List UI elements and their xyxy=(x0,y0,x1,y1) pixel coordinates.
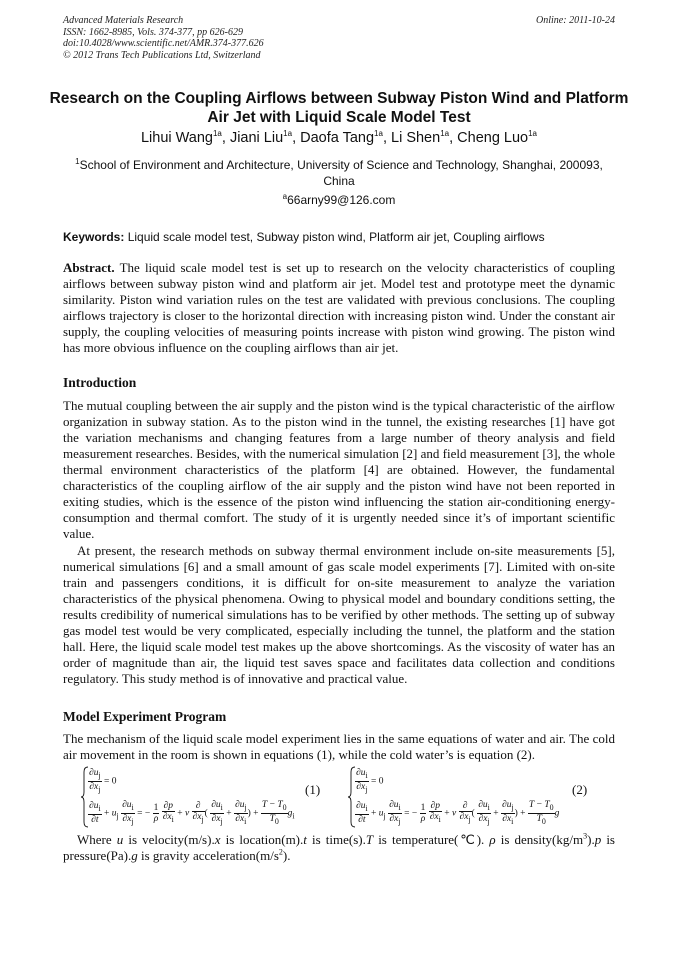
equation-2-number: (2) xyxy=(572,782,588,797)
model-heading: Model Experiment Program xyxy=(63,709,227,724)
author-name: Daofa Tang xyxy=(300,130,375,146)
introduction-paragraph-1: The mutual coupling between the air supply and the piston wind is the typical characteristic of the airflow organization in subway station. As to the piston wind in the tunnel, the existing researches [1] have got the variation mechanisms and changing features from a large number of theory analysis and field measurement researches. Besides, with the numerical simulation [2] and field measurement [3], the whole thermal environment characteristics of the platform [4] are obtained. However, the fundamental characteristics of the coupling airflow of the air supply and the piston wind have not been reported in exiting studies, which is the essence of the piston wind influencing the station air-conditioning energy-consumption and thermal comfort. The study of it is urgently needed since it’s of important scientific value. xyxy=(63,398,615,541)
copyright-line: © 2012 Trans Tech Publications Ltd, Switzerland xyxy=(63,49,261,61)
equation-2-continuity: $\frac{\partial u_i}{\partial x_j}$ = 0 xyxy=(356,768,384,794)
journal-header xyxy=(63,15,615,61)
where-text: is temperature(℃). xyxy=(373,832,490,847)
affiliation-text: School of Environment and Architecture, University of Science and Technology, Shanghai, 200093, China xyxy=(79,158,603,188)
online-date: Online: 2011-10-24 xyxy=(536,15,615,26)
author-affil-mark: 1a xyxy=(440,129,450,139)
variable-definitions xyxy=(63,832,615,864)
symbol-g: g xyxy=(131,848,138,863)
author-name: Lihui Wang xyxy=(140,130,213,146)
keywords-text: Liquid scale model test, Subway piston wind, Platform air jet, Coupling airflows xyxy=(127,230,545,244)
where-text: is location(m). xyxy=(220,832,304,847)
introduction-heading: Introduction xyxy=(63,375,137,390)
author-email xyxy=(63,193,615,207)
equation-2-momentum: $\frac{\partial u_i}{\partial t}$ + $u_j$ $\frac{\partial u_i}{\partial x_j}$ = − $\frac{1}{\rho}$ $\frac{\partial p}{\partial x_i}$ + ν $\frac{\partial}{\partial x_j}$ ( $\frac{\partial u_i}{\partial x_j}$ + $\frac{\partial u_j}{\partial x_i}$ ) + $\frac{T - T_0}{T_0}$ g xyxy=(356,800,560,826)
superscript: 2 xyxy=(278,847,283,857)
symbol-u: u xyxy=(116,832,124,847)
doi-line: doi:10.4028/www.scientific.net/AMR.374-377.626 xyxy=(63,38,264,49)
author-affil-mark: 1a xyxy=(283,129,293,139)
issn-line: ISSN: 1662-8985, Vols. 374-377, pp 626-629 xyxy=(63,26,243,38)
introduction-paragraph-2: At present, the research methods on subway thermal environment include on-site measurements [5], numerical simulations [6] and a small amount of gas scale model experiments [7]. Limited with on-site train and passengers conditions, it is difficult for on-site measurement to analyze the variation characteristics of the physical phenomena. Owing to physical model and boundary conditions setting, the results credibility of numerical simulations has to be verified by other methods. The setting up of subway gas model test would be very complicated, especially including the tunnel, the platform and the station hall. Here, the liquid scale model test makes up the above shortcomings. As the viscosity of water has an order of magnitude than air, the liquid test saves space and facilitates data collection and conditions regulatory. This study method is of innovative and practical value. xyxy=(63,543,615,686)
abstract xyxy=(63,260,615,356)
keywords xyxy=(63,230,623,244)
author-affil-mark: 1a xyxy=(528,129,538,139)
symbol-t: t xyxy=(303,832,307,847)
affiliation-mark: 1 xyxy=(75,157,80,166)
equation-1 xyxy=(80,766,340,828)
where-text: is pressure(Pa). xyxy=(63,832,615,863)
journal-name: Advanced Materials Research xyxy=(63,15,184,26)
where-text: is time(s). xyxy=(306,832,366,847)
email-text: 66arny99@126.com xyxy=(287,193,396,207)
paper-title: Research on the Coupling Airflows between Subway Piston Wind and Platform Air Jet with Liquid Scale Model Test xyxy=(49,90,629,126)
abstract-label: Abstract. xyxy=(63,260,115,275)
author-name: Cheng Luo xyxy=(457,130,529,146)
abstract-text: The liquid scale model test is set up to research on the velocity characteristics of coupling airflows between subway piston wind and platform air jet. Model test and prototype meet the dynamic similarity. Piston wind variation rules on the test are validated with previous conclusions. The coupling airflows trajectory is closer to the horizontal direction with increasing piston wind. Under the constant air supply, the coupling velocities of measuring points increase with piston wind growing. The piston wind has more obvious influence on the coupling airflows than air jet. xyxy=(63,260,615,355)
equation-1-number: (1) xyxy=(305,782,321,797)
symbol-p: p xyxy=(594,832,602,847)
where-text: ). xyxy=(587,832,595,847)
symbol-x: x xyxy=(214,832,221,847)
symbol-rho: ρ xyxy=(489,832,496,847)
equation-1-momentum: $\frac{\partial u_i}{\partial t}$ + $u_j$ $\frac{\partial u_i}{\partial x_j}$ = − $\frac{1}{\rho}$ $\frac{\partial p}{\partial x_i}$ + ν $\frac{\partial}{\partial x_j}$ ( $\frac{\partial u_i}{\partial x_j}$ + $\frac{\partial u_j}{\partial x_i}$ ) + $\frac{T - T_0}{T_0}$ $g_i$ xyxy=(89,800,295,826)
where-text: Where xyxy=(77,832,117,847)
author-name: Jiani Liu xyxy=(229,130,284,146)
superscript: 3 xyxy=(583,831,588,841)
where-text: is gravity acceleration(m/s xyxy=(137,848,279,863)
where-text: is velocity(m/s). xyxy=(123,832,215,847)
author-list: Lihui Wang$^{1a}$, Jiani Liu$^{1a}$, Daofa Tang$^{1a}$, Li Shen$^{1a}$, Cheng Luo$^{1a}$ xyxy=(140,129,538,146)
keywords-label: Keywords: xyxy=(63,230,125,244)
symbol-T: T xyxy=(365,832,374,847)
where-text: is density(kg/m xyxy=(495,832,584,847)
equation-1-continuity: $\frac{\partial u_j}{\partial x_j}$ = 0 xyxy=(89,768,117,794)
model-paragraph-1: The mechanism of the liquid scale model experiment lies in the same equations of water and air. The cold air movement in the room is shown in equations (1), while the cold water’s is equation (2). xyxy=(63,731,615,762)
email-mark: a xyxy=(282,192,288,201)
author-affil-mark: 1a xyxy=(212,129,222,139)
where-text: ). xyxy=(282,848,291,863)
author-name: Li Shen xyxy=(391,130,441,146)
affiliation xyxy=(63,157,615,189)
author-affil-mark: 1a xyxy=(374,129,383,139)
